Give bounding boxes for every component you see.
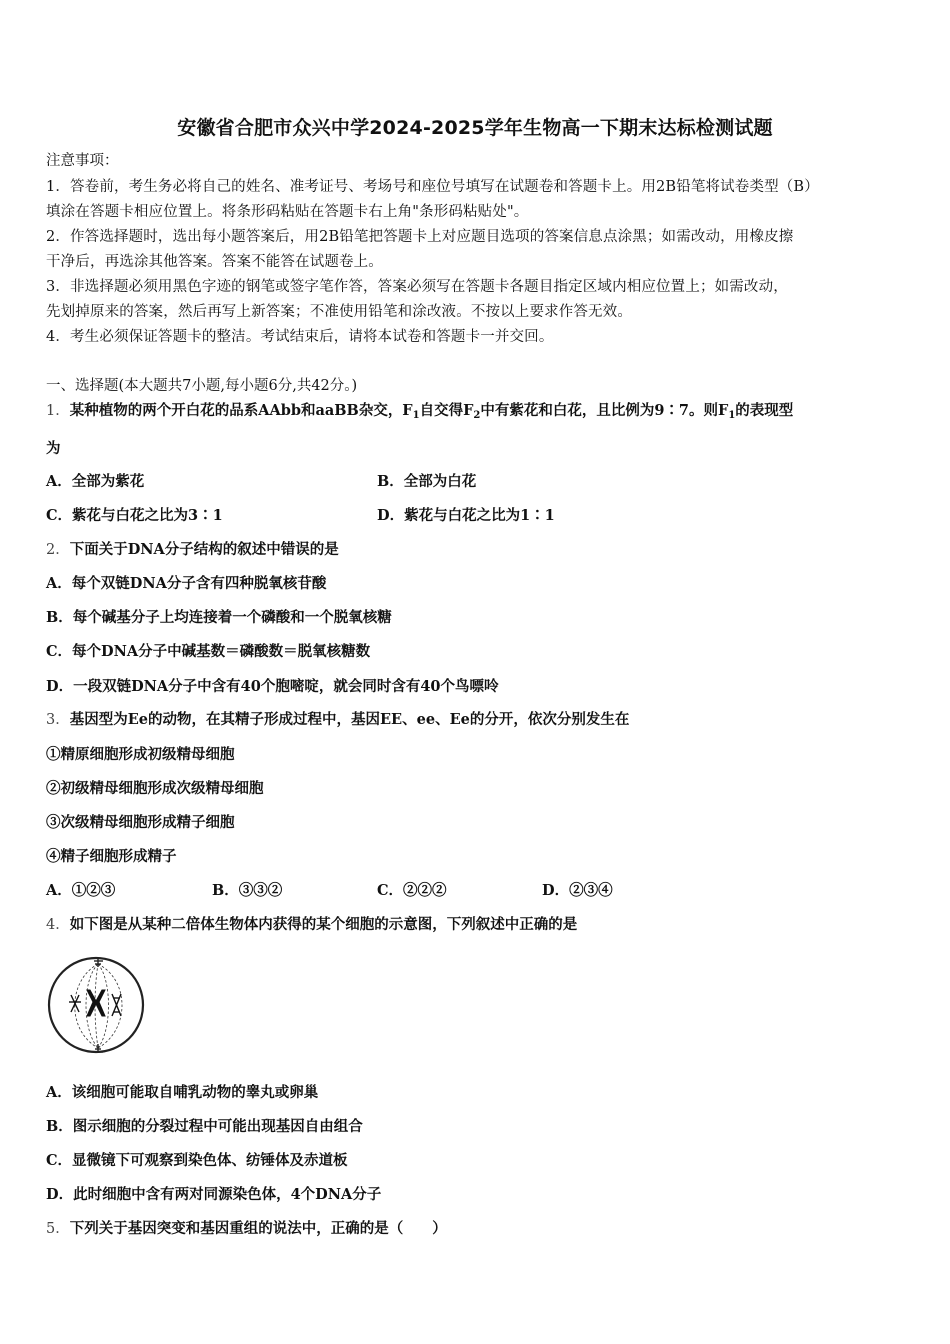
q1-option-d[interactable]: D．紫花与白花之比为1∶1 bbox=[377, 507, 555, 524]
q1-option-c[interactable]: C．紫花与白花之比为3∶1 bbox=[46, 507, 223, 524]
q1-option-b[interactable]: B．全部为白花 bbox=[377, 473, 477, 490]
question-text: 自交得F bbox=[419, 402, 474, 419]
q3-option-a[interactable]: A．①②③ bbox=[46, 882, 116, 899]
question-2 bbox=[46, 540, 339, 560]
q2-option-c[interactable]: C．每个DNA分子中碱基数＝磷酸数＝脱氧核糖数 bbox=[46, 643, 371, 660]
notice-heading: 注意事项： bbox=[46, 153, 119, 169]
question-number: 4． bbox=[46, 917, 70, 933]
question-number: 5． bbox=[46, 1221, 70, 1237]
question-text: 某种植物的两个开白花的品系AAbb和aaBB杂交，F bbox=[69, 402, 413, 419]
question-text: 中有紫花和白花，且比例为9∶7。则F bbox=[480, 402, 729, 419]
chromosome-left bbox=[69, 995, 81, 1012]
notice-line-3: 2．作答选择题时，选出每小题答案后，用2B铅笔把答题卡上对应题目选项的答案信息点涂黑；如需改动，用橡皮擦 bbox=[46, 229, 794, 245]
notice-line-2: 填涂在答题卡相应位置上。将条形码粘贴在答题卡右上角"条形码粘贴处"。 bbox=[46, 204, 529, 220]
q3-option-c[interactable]: C．②②② bbox=[377, 882, 447, 899]
question-text: 如下图是从某种二倍体生物体内获得的某个细胞的示意图，下列叙述中正确的是 bbox=[69, 916, 578, 933]
subscript: 2 bbox=[473, 410, 481, 421]
q3-option-d[interactable]: D．②③④ bbox=[542, 882, 613, 899]
q3-option-b[interactable]: B．③③② bbox=[212, 882, 283, 899]
chromosome-center bbox=[87, 990, 105, 1016]
q3-item-1: ①精原细胞形成初级精母细胞 bbox=[46, 746, 235, 763]
question-1 bbox=[46, 401, 793, 421]
notice-line-6: 先划掉原来的答案，然后再写上新答案；不准使用铅笔和涂改液。不按以上要求作答无效。 bbox=[46, 304, 632, 320]
chromosome-right bbox=[112, 994, 121, 1016]
q1-option-a[interactable]: A．全部为紫花 bbox=[46, 473, 145, 490]
notice-line-4: 干净后，再选涂其他答案。答案不能答在试题卷上。 bbox=[46, 254, 383, 270]
q4-option-a[interactable]: A．该细胞可能取自哺乳动物的睾丸或卵巢 bbox=[46, 1084, 319, 1101]
q2-option-b[interactable]: B．每个碱基分子上均连接着一个磷酸和一个脱氧核糖 bbox=[46, 609, 392, 626]
q3-item-3: ③次级精母细胞形成精子细胞 bbox=[46, 814, 235, 831]
notice-line-1: 1．答卷前，考生务必将自己的姓名、准考证号、考场号和座位号填写在试题卷和答题卡上。用2B铅笔将试卷类型（B） bbox=[46, 179, 819, 195]
subscript: 1 bbox=[728, 410, 736, 421]
notice-line-5: 3．非选择题必须用黑色字迹的钢笔或签字笔作答，答案必须写在答题卡各题目指定区域内相应位置上；如需改动， bbox=[46, 279, 788, 295]
section-heading: 一、选择题(本大题共7小题,每小题6分,共42分。) bbox=[46, 378, 358, 394]
q4-option-c[interactable]: C．显微镜下可观察到染色体、纺锤体及赤道板 bbox=[46, 1152, 348, 1169]
question-4 bbox=[46, 915, 577, 935]
cell-diagram bbox=[46, 950, 146, 1062]
q3-item-2: ②初级精母细胞形成次级精母细胞 bbox=[46, 780, 264, 797]
page-title: 安徽省合肥市众兴中学2024-2025学年生物高一下期末达标检测试题 bbox=[177, 117, 773, 139]
question-number: 2． bbox=[46, 542, 70, 558]
question-number: 3． bbox=[46, 712, 70, 728]
question-text: 下列关于基因突变和基因重组的说法中，正确的是（ ） bbox=[69, 1220, 447, 1237]
q4-option-d[interactable]: D．此时细胞中含有两对同源染色体，4个DNA分子 bbox=[46, 1186, 382, 1203]
subscript: 1 bbox=[412, 410, 420, 421]
question-text: 的表现型 bbox=[735, 402, 794, 419]
q2-option-a[interactable]: A．每个双链DNA分子含有四种脱氧核苷酸 bbox=[46, 575, 327, 592]
question-5 bbox=[46, 1219, 447, 1239]
question-3 bbox=[46, 710, 629, 730]
notice-line-7: 4．考生必须保证答题卡的整洁。考试结束后，请将本试卷和答题卡一并交回。 bbox=[46, 329, 554, 345]
q4-option-b[interactable]: B．图示细胞的分裂过程中可能出现基因自由组合 bbox=[46, 1118, 363, 1135]
question-number: 1． bbox=[46, 403, 70, 419]
q2-option-d[interactable]: D．一段双链DNA分子中含有40个胞嘧啶，就会同时含有40个鸟嘌呤 bbox=[46, 678, 499, 695]
question-1-continuation: 为 bbox=[46, 440, 61, 457]
question-text: 基因型为Ee的动物，在其精子形成过程中，基因EE、ee、Ee的分开，依次分别发生在 bbox=[69, 711, 630, 728]
q3-item-4: ④精子细胞形成精子 bbox=[46, 848, 177, 865]
question-text: 下面关于DNA分子结构的叙述中错误的是 bbox=[69, 541, 339, 558]
